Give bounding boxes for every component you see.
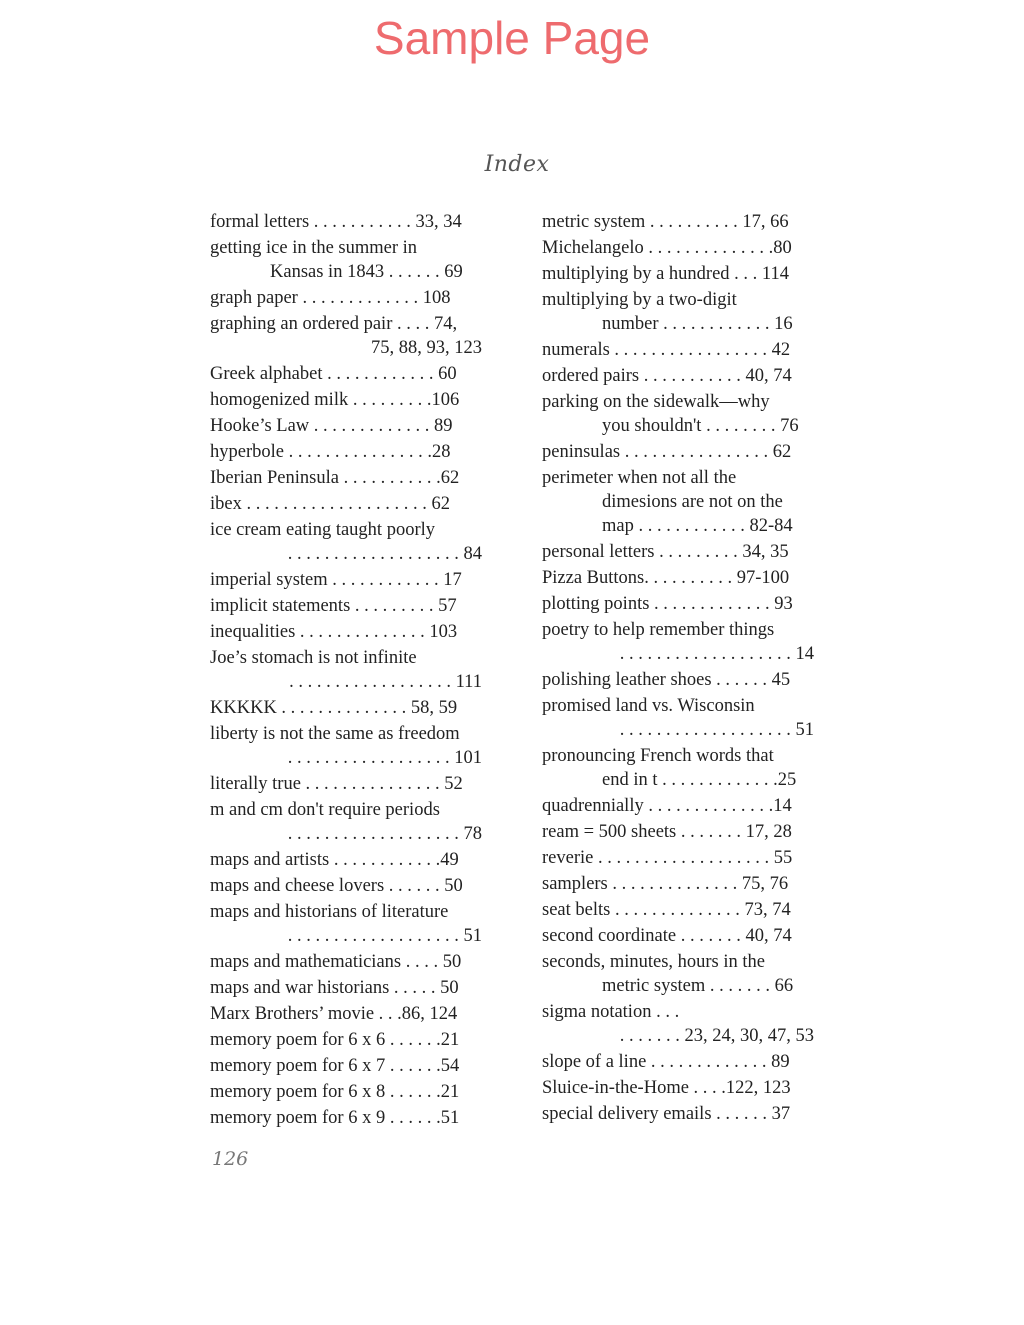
index-entry [542,262,814,286]
index-entry-text: memory poem for 6 x 9 . . . . . .51 [210,1108,460,1128]
index-entry-text: maps and artists . . . . . . . . . . . .49 [210,850,459,870]
index-entry [210,772,482,796]
index-entry-text: graph paper . . . . . . . . . . . . . 108 [210,288,451,308]
index-entry-continuation: dimesions are not on the [602,492,783,512]
index-entry-text: Michelangelo . . . . . . . . . . . . . .80 [542,238,792,258]
index-entry-continuation: you shouldn't . . . . . . . . 76 [602,416,799,436]
index-entry-text: maps and mathematicians . . . . 50 [210,952,462,972]
index-entry-text: perimeter when not all the [542,468,737,488]
index-entry-text: multiplying by a hundred . . . 114 [542,264,789,284]
index-entry-text: quadrennially . . . . . . . . . . . . . .14 [542,796,792,816]
index-entry [210,620,482,644]
index-entry [542,236,814,260]
index-entry-text: ibex . . . . . . . . . . . . . . . . . . . . 62 [210,494,450,514]
index-entry [542,872,814,896]
index-entry [542,338,814,362]
index-entry [542,744,814,792]
index-entry [542,618,814,666]
index-entry-text: pronouncing French words that [542,746,774,766]
index-entry [210,696,482,720]
index-entry-continuation: metric system . . . . . . . 66 [602,976,794,996]
page-number: 126 [212,1148,249,1170]
index-entry [542,364,814,388]
index-entry-text: getting ice in the summer in [210,238,418,258]
index-entry [210,210,482,234]
index-entry-continuation: . . . . . . . . . . . . . . . . . . . 78 [287,824,482,844]
index-entry [210,1080,482,1104]
index-entry-text: metric system . . . . . . . . . . 17, 66 [542,212,789,232]
index-entry-continuation: 75, 88, 93, 123 [371,338,482,358]
index-entry-continuation: Kansas in 1843 . . . . . . 69 [270,262,463,282]
index-entry [542,924,814,948]
index-entry-text: polishing leather shoes . . . . . . 45 [542,670,791,690]
index-entry [542,846,814,870]
index-entry-text: second coordinate . . . . . . . 40, 74 [542,926,792,946]
index-entry-text: reverie . . . . . . . . . . . . . . . . . . . 55 [542,848,793,868]
index-entry [542,1050,814,1074]
index-entry [542,898,814,922]
index-entry-text: inequalities . . . . . . . . . . . . . . 103 [210,622,458,642]
index-entry [210,312,482,360]
index-entry [542,794,814,818]
index-entry-text: Pizza Buttons. . . . . . . . . . 97-100 [542,568,790,588]
index-entry [210,568,482,592]
index-entry-text: maps and historians of literature [210,902,449,922]
index-entry-text: memory poem for 6 x 7 . . . . . .54 [210,1056,460,1076]
index-title: Index [484,152,550,177]
index-entry-text: ream = 500 sheets . . . . . . . 17, 28 [542,822,792,842]
index-entry-continuation: . . . . . . . . . . . . . . . . . . . 51 [287,926,482,946]
index-entry [210,1028,482,1052]
index-entry-continuation: . . . . . . . . . . . . . . . . . . . 51 [619,720,814,740]
index-entry-text: peninsulas . . . . . . . . . . . . . . . . 62 [542,442,792,462]
index-entry [210,976,482,1000]
index-entry [542,390,814,438]
index-column-right [542,210,814,1128]
index-entry [542,1102,814,1126]
index-entry [210,722,482,770]
index-entry [210,236,482,284]
index-entry [210,388,482,412]
index-entry [542,1000,814,1048]
index-entry-text: Hooke’s Law . . . . . . . . . . . . . 89 [210,416,453,436]
index-entry-text: memory poem for 6 x 8 . . . . . .21 [210,1082,460,1102]
index-entry-continuation: . . . . . . . 23, 24, 30, 47, 53 [619,1026,814,1046]
index-entry-text: numerals . . . . . . . . . . . . . . . . . 42 [542,340,791,360]
index-entry-text: KKKKK . . . . . . . . . . . . . . 58, 59 [210,698,458,718]
index-entry [542,668,814,692]
index-entry [542,1076,814,1100]
index-entry-text: samplers . . . . . . . . . . . . . . 75, 76 [542,874,789,894]
index-entry [210,874,482,898]
index-entry-text: Sluice-in-the-Home . . . .122, 123 [542,1078,791,1098]
index-entry-text: sigma notation . . . [542,1002,680,1022]
index-entry-text: m and cm don't require periods [210,800,440,820]
index-entry [210,492,482,516]
index-entry-text: personal letters . . . . . . . . . 34, 35 [542,542,789,562]
index-entry [210,440,482,464]
index-entry [210,466,482,490]
index-entry-continuation: map . . . . . . . . . . . . 82-84 [602,516,793,536]
index-entry-continuation: end in t . . . . . . . . . . . . .25 [602,770,797,790]
index-entry [210,848,482,872]
index-entry-text: plotting points . . . . . . . . . . . . . 93 [542,594,793,614]
index-entry-text: implicit statements . . . . . . . . . 57 [210,596,457,616]
index-entry-text: homogenized milk . . . . . . . . .106 [210,390,460,410]
index-entry [210,1054,482,1078]
index-entry [210,1002,482,1026]
index-entry-text: multiplying by a two-digit [542,290,737,310]
index-entry-text: liberty is not the same as freedom [210,724,460,744]
index-entry [542,592,814,616]
index-entry-text: ordered pairs . . . . . . . . . . . 40, 74 [542,366,792,386]
index-entry-continuation: . . . . . . . . . . . . . . . . . . 101 [287,748,482,768]
index-entry-continuation: . . . . . . . . . . . . . . . . . . . 84 [287,544,482,564]
index-entry [210,900,482,948]
index-entry [210,414,482,438]
index-entry-text: graphing an ordered pair . . . . 74, [210,314,458,334]
index-entry [542,566,814,590]
index-entry [542,288,814,336]
index-entry-text: seconds, minutes, hours in the [542,952,766,972]
index-entry-text: poetry to help remember things [542,620,775,640]
index-entry-text: memory poem for 6 x 6 . . . . . .21 [210,1030,460,1050]
index-entry-text: Marx Brothers’ movie . . .86, 124 [210,1004,458,1024]
index-entry-continuation: . . . . . . . . . . . . . . . . . . . 14 [619,644,814,664]
index-entry-text: slope of a line . . . . . . . . . . . . . 89 [542,1052,790,1072]
index-entry [542,820,814,844]
index-entry [210,286,482,310]
index-entry-continuation: number . . . . . . . . . . . . 16 [602,314,793,334]
index-entry-text: Joe’s stomach is not infinite [210,648,417,668]
index-entry [542,540,814,564]
index-entry-text: ice cream eating taught poorly [210,520,435,540]
index-entry-text: imperial system . . . . . . . . . . . . 17 [210,570,462,590]
index-entry-text: hyperbole . . . . . . . . . . . . . . . .28 [210,442,451,462]
index-entry [210,594,482,618]
index-entry-text: maps and cheese lovers . . . . . . 50 [210,876,463,896]
index-entry [210,518,482,566]
index-entry [542,210,814,234]
index-entry-text: parking on the sidewalk—why [542,392,770,412]
index-entry-text: Iberian Peninsula . . . . . . . . . . .62 [210,468,460,488]
index-entry [542,440,814,464]
index-entry-text: seat belts . . . . . . . . . . . . . . 73, 74 [542,900,791,920]
index-entry-text: promised land vs. Wisconsin [542,696,755,716]
index-column-left [210,210,482,1132]
index-entry [542,950,814,998]
index-entry-text: special delivery emails . . . . . . 37 [542,1104,791,1124]
index-entry [210,362,482,386]
index-entry [210,950,482,974]
index-entry [210,1106,482,1130]
index-entry [210,646,482,694]
index-entry-text: literally true . . . . . . . . . . . . . . . 52 [210,774,463,794]
index-entry [542,694,814,742]
index-entry-text: formal letters . . . . . . . . . . . 33, 34 [210,212,462,232]
index-entry-text: maps and war historians . . . . . 50 [210,978,459,998]
index-entry-continuation: . . . . . . . . . . . . . . . . . . 111 [289,672,482,692]
index-entry-text: Greek alphabet . . . . . . . . . . . . 60 [210,364,457,384]
index-entry [210,798,482,846]
index-entry [542,466,814,538]
sample-page-watermark: Sample Page [373,12,651,64]
